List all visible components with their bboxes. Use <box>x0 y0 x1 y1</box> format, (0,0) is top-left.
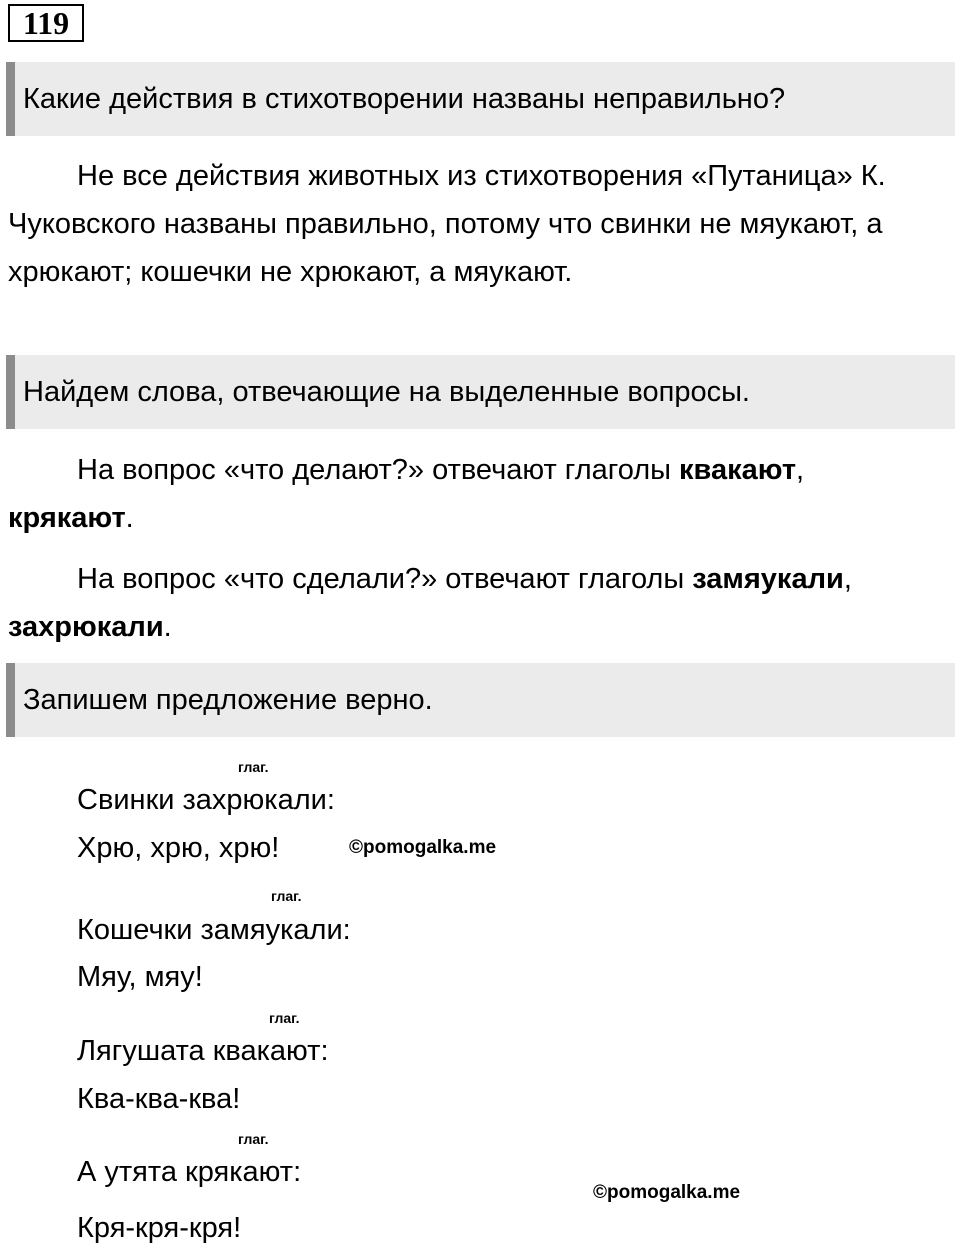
poem-line-6: Ква-ква-ква! <box>77 1083 241 1115</box>
question-3: Запишем предложение верно. <box>6 663 955 737</box>
watermark-1: ©pomogalka.me <box>349 837 497 858</box>
pos-label-3: глаг. <box>269 1010 300 1026</box>
poem-line-7: А утята крякают: <box>77 1156 302 1188</box>
pos-label-2: глаг. <box>271 888 302 904</box>
pos-label-4: глаг. <box>238 1131 269 1147</box>
answer-2-paragraph: На вопрос «что делают?» отвечают глаголы квакают, крякают. <box>8 454 805 534</box>
answer-3-paragraph: На вопрос «что сделали?» отвечают глаголы замяукали, захрюкали. <box>8 563 852 643</box>
verb-zakhryukali: захрюкали <box>8 611 164 643</box>
question-2: Найдем слова, отвечающие на выделенные вопросы. <box>6 355 955 429</box>
question-1: Какие действия в стихотворении названы неправильно? <box>6 62 955 136</box>
verb-kvakayut: квакают <box>679 454 797 486</box>
verb-kryakayut: крякают <box>8 502 126 534</box>
poem-line-5: Лягушата квакают: <box>77 1035 329 1067</box>
poem-line-2: Хрю, хрю, хрю! <box>77 832 280 864</box>
task-number: 119 <box>8 4 84 42</box>
verb-zamyaukali: замяукали <box>692 563 844 595</box>
watermark-2: ©pomogalka.me <box>593 1182 741 1203</box>
poem-line-3: Кошечки замяукали: <box>77 914 351 946</box>
answer-1: Не все действия животных из стихотворения «Путаница» К. Чуковского названы правильно, потому что свинки не мяукают, а хрюкают; кошечки не хрюкают, а мяукают. <box>8 160 886 288</box>
poem-line-1: Свинки захрюкали: <box>77 784 335 816</box>
poem-line-4: Мяу, мяу! <box>77 961 203 993</box>
pos-label-1: глаг. <box>238 759 269 775</box>
poem-line-8: Кря-кря-кря! <box>77 1212 242 1244</box>
